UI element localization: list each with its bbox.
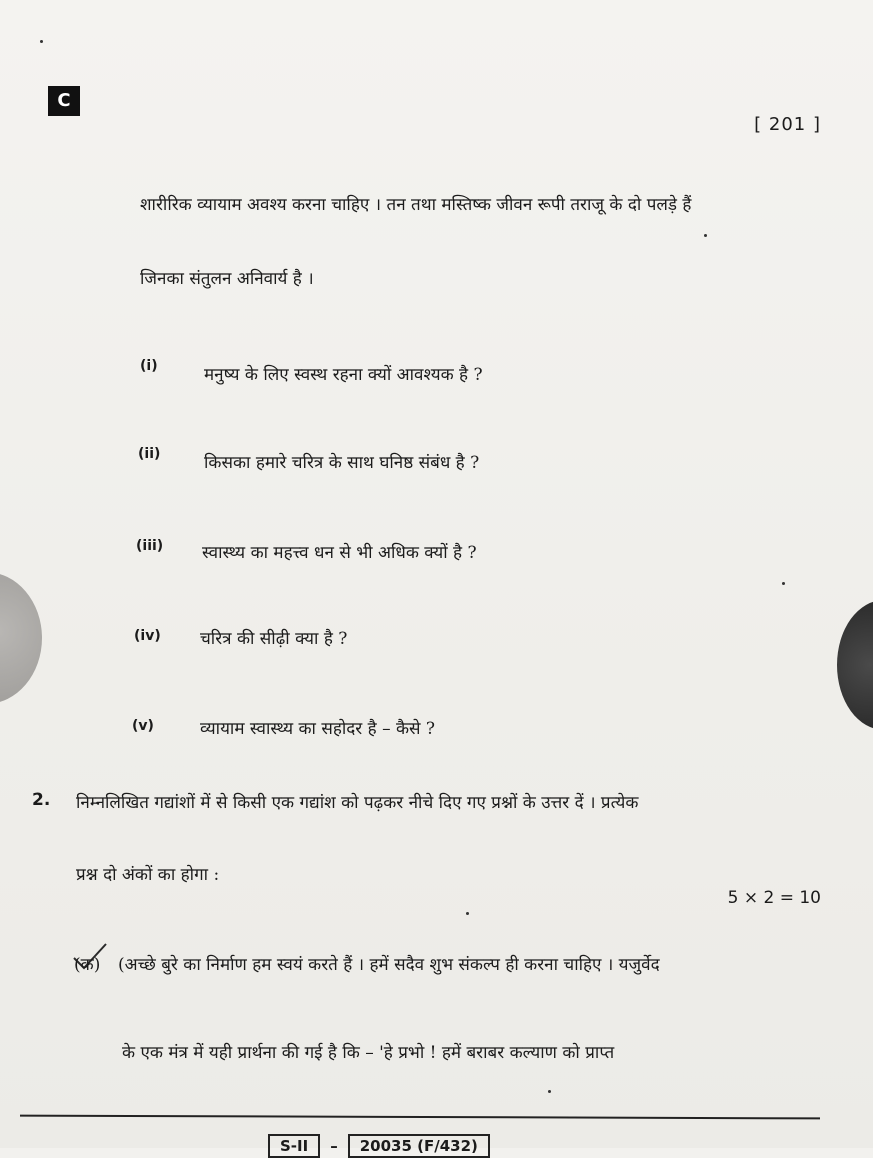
question-number: (iv) [134,628,161,644]
footer-separator: – [330,1137,338,1155]
speck [466,912,469,915]
passage-a-label: (क) [74,955,101,975]
punch-hole-left [0,572,42,704]
punch-hole-right [837,600,873,730]
speck [782,582,785,585]
question-number: (iii) [136,538,164,554]
page-number: [ 201 ] [754,114,821,135]
footer-code-right: 20035 (F/432) [348,1134,490,1158]
footer-code [268,1134,490,1158]
footer-code-left: S-II [268,1134,320,1158]
speck [548,1090,551,1093]
passage-a-line-1: (अच्छे बुरे का निर्माण हम स्वयं करते हैं । हमें सदैव शुभ संकल्प ही करना चाहिए । यजुर्वेद [118,955,660,975]
question-2-instruction-line-2: प्रश्न दो अंकों का होगा : [76,865,220,885]
question-number: (ii) [138,446,161,462]
question-text: व्यायाम स्वास्थ्य का सहोदर है – कैसे ? [200,719,436,739]
question-number: (i) [140,358,158,374]
question-2-instruction-line-1: निम्नलिखित गद्यांशों में से किसी एक गद्यांश को पढ़कर नीचे दिए गए प्रश्नों के उत्तर दें । प्रत्येक [76,793,639,813]
speck [40,40,43,43]
speck [704,234,707,237]
passage-a-line-2: के एक मंत्र में यही प्रार्थना की गई है कि – 'हे प्रभो ! हमें बराबर कल्याण को प्राप्त [122,1043,615,1063]
question-2-number: 2. [32,790,51,810]
marks-scheme: 5 × 2 = 10 [727,888,821,908]
footer-rule [20,1115,820,1120]
question-text: किसका हमारे चरित्र के साथ घनिष्ठ संबंध है ? [204,453,480,473]
question-text: चरित्र की सीढ़ी क्या है ? [200,629,348,649]
section-badge: C [48,86,80,116]
passage-line-1: शारीरिक व्यायाम अवश्य करना चाहिए । तन तथा मस्तिष्क जीवन रूपी तराजू के दो पलड़े हैं [140,195,692,215]
passage-line-2: जिनका संतुलन अनिवार्य है । [140,269,314,289]
question-text: स्वास्थ्य का महत्त्व धन से भी अधिक क्यों है ? [202,543,477,563]
question-number: (v) [132,718,154,734]
question-text: मनुष्य के लिए स्वस्थ रहना क्यों आवश्यक है ? [204,365,483,385]
